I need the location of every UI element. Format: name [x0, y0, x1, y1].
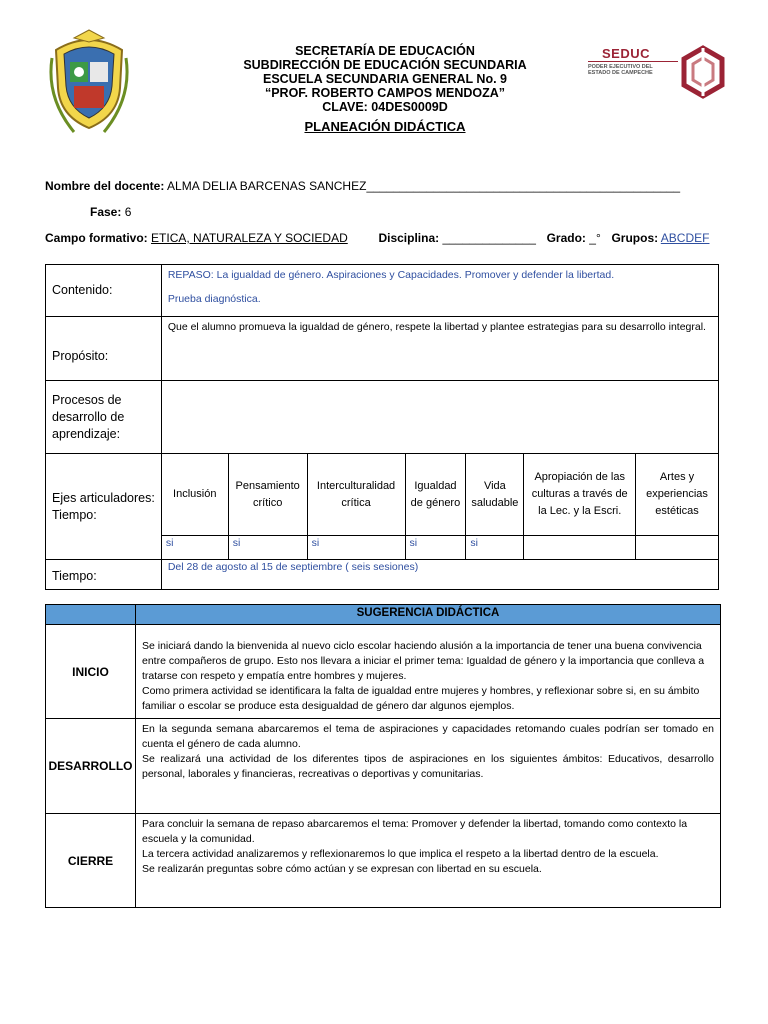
eje-header: Pensamiento crítico [228, 454, 307, 536]
grado-label: Grado: [546, 231, 586, 245]
proposito-label: Propósito: [46, 317, 162, 381]
procesos-label: Procesos de desarrollo de aprendizaje: [46, 381, 162, 454]
campo-value: ETICA, NATURALEZA Y SOCIEDAD [151, 231, 348, 245]
eje-header: Apropiación de las culturas a través de la Lec. y la Escri. [524, 454, 636, 536]
docente-blank-line: _______________________________________________ [366, 179, 681, 193]
inicio-text [135, 625, 720, 719]
eje-header: Artes y experiencias estéticas [636, 454, 719, 536]
eje-header: Igualdad de género [405, 454, 466, 536]
contenido-line: Prueba diagnóstica. [167, 293, 261, 305]
proposito-text: Que el alumno promueva la igualdad de género, respete la libertad y plantee estrategias para su desarrollo integral. [161, 317, 718, 381]
cierre-line: Para concluir la semana de repaso abarcaremos el tema: Promover y defender la libertad, tomando como contexto la escuela y la comunidad. [141, 818, 688, 845]
docente-value: ALMA DELIA BARCENAS SANCHEZ [167, 179, 367, 193]
eje-mark: si [307, 536, 405, 560]
fase-row [90, 205, 131, 219]
seduc-emblem-icon [678, 44, 728, 100]
ejes-label: Ejes articuladores: Tiempo: [46, 454, 162, 560]
docente-row [45, 179, 680, 193]
desarrollo-label: DESARROLLO [46, 719, 136, 814]
desarrollo-line: En la segunda semana abarcaremos el tema de aspiraciones y capacidades retomando cuales podrían ser tomado en cuenta el género de cada alumno. [141, 723, 714, 750]
inicio-line: Se iniciará dando la bienvenida al nuevo ciclo escolar haciendo alusión a la importancia de tener una buena convivencia entre compañeros de grupo. Esto nos llevara a iniciar el primer tema: Igualdad de género y la importancia que conlleva a tratarse con respeto y empatía entre hombres y mujeres. [141, 640, 705, 682]
school-crest-icon [44, 28, 134, 138]
grupos-value: ABCDEF [660, 231, 710, 245]
fase-value: 6 [124, 205, 132, 219]
suggestion-table [45, 604, 721, 908]
seduc-subtitle-1: PODER EJECUTIVO DEL [588, 64, 653, 70]
header-line: SECRETARÍA DE EDUCACIÓN [295, 44, 475, 58]
contenido-label: Contenido: [46, 265, 162, 317]
grupos-label: Grupos: [611, 231, 659, 245]
inicio-line: Como primera actividad se identificara la falta de igualdad entre mujeres y hombres, y reflexionar sobre si, en su ámbito familiar o escolar se produce esta desigualdad de género dar algunos ejemplos. [141, 685, 700, 712]
eje-header: Inclusión [161, 454, 228, 536]
plan-title: PLANEACIÓN DIDÁCTICA [304, 119, 466, 134]
header-titles [160, 44, 610, 134]
eje-mark [524, 536, 636, 560]
eje-mark: si [228, 536, 307, 560]
cierre-line: Se realizarán preguntas sobre cómo actúan y se expresan con libertad en su escuela. [141, 863, 542, 875]
disciplina-value: ______________ [442, 231, 536, 245]
inicio-label: INICIO [46, 625, 136, 719]
contenido-line: REPASO: La igualdad de género. Aspiraciones y Capacidades. Promover y defender la libertad. [167, 269, 615, 281]
procesos-cell [161, 381, 718, 454]
eje-header: Vida saludable [466, 454, 524, 536]
eje-mark: si [405, 536, 466, 560]
header-blank-cell [46, 605, 136, 625]
docente-label: Nombre del docente: [45, 179, 165, 193]
grado-value: _° [589, 231, 601, 245]
cierre-label: CIERRE [46, 814, 136, 908]
tiempo-label: Tiempo: [46, 560, 162, 590]
contenido-cell [161, 265, 718, 317]
cierre-line: La tercera actividad analizaremos y reflexionaremos lo que implica el respeto a la libertad dentro de la escuela. [141, 848, 659, 860]
header-line: “PROF. ROBERTO CAMPOS MENDOZA” [264, 86, 506, 100]
eje-header: Interculturalidad crítica [307, 454, 405, 536]
desarrollo-text [135, 719, 720, 814]
eje-mark [636, 536, 719, 560]
fase-label: Fase: [90, 205, 122, 219]
tiempo-text: Del 28 de agosto al 15 de septiembre ( seis sesiones) [161, 560, 718, 590]
eje-mark: si [466, 536, 524, 560]
eje-mark: si [161, 536, 228, 560]
campo-label: Campo formativo: [45, 231, 148, 245]
planning-table [45, 264, 719, 590]
seduc-logo [588, 44, 728, 100]
seduc-subtitle-2: ESTADO DE CAMPECHE [588, 70, 653, 76]
seduc-name: SEDUC [588, 46, 678, 62]
header-line: CLAVE: 04DES0009D [322, 100, 448, 114]
campo-row [45, 231, 709, 245]
header-line: SUBDIRECCIÓN DE EDUCACIÓN SECUNDARIA [243, 58, 527, 72]
header-line: ESCUELA SECUNDARIA GENERAL No. 9 [262, 72, 507, 86]
suggestion-header: SUGERENCIA DIDÁCTICA [135, 605, 720, 625]
disciplina-label: Disciplina: [378, 231, 440, 245]
cierre-text [135, 814, 720, 908]
document-header [40, 40, 730, 150]
desarrollo-line: Se realizará una actividad de los diferentes tipos de aspiraciones en los siguientes ámbitos: Educativos, desarrollo personal, laborales y financieras, recreativas o deportivas y comunitarias. [141, 753, 714, 780]
